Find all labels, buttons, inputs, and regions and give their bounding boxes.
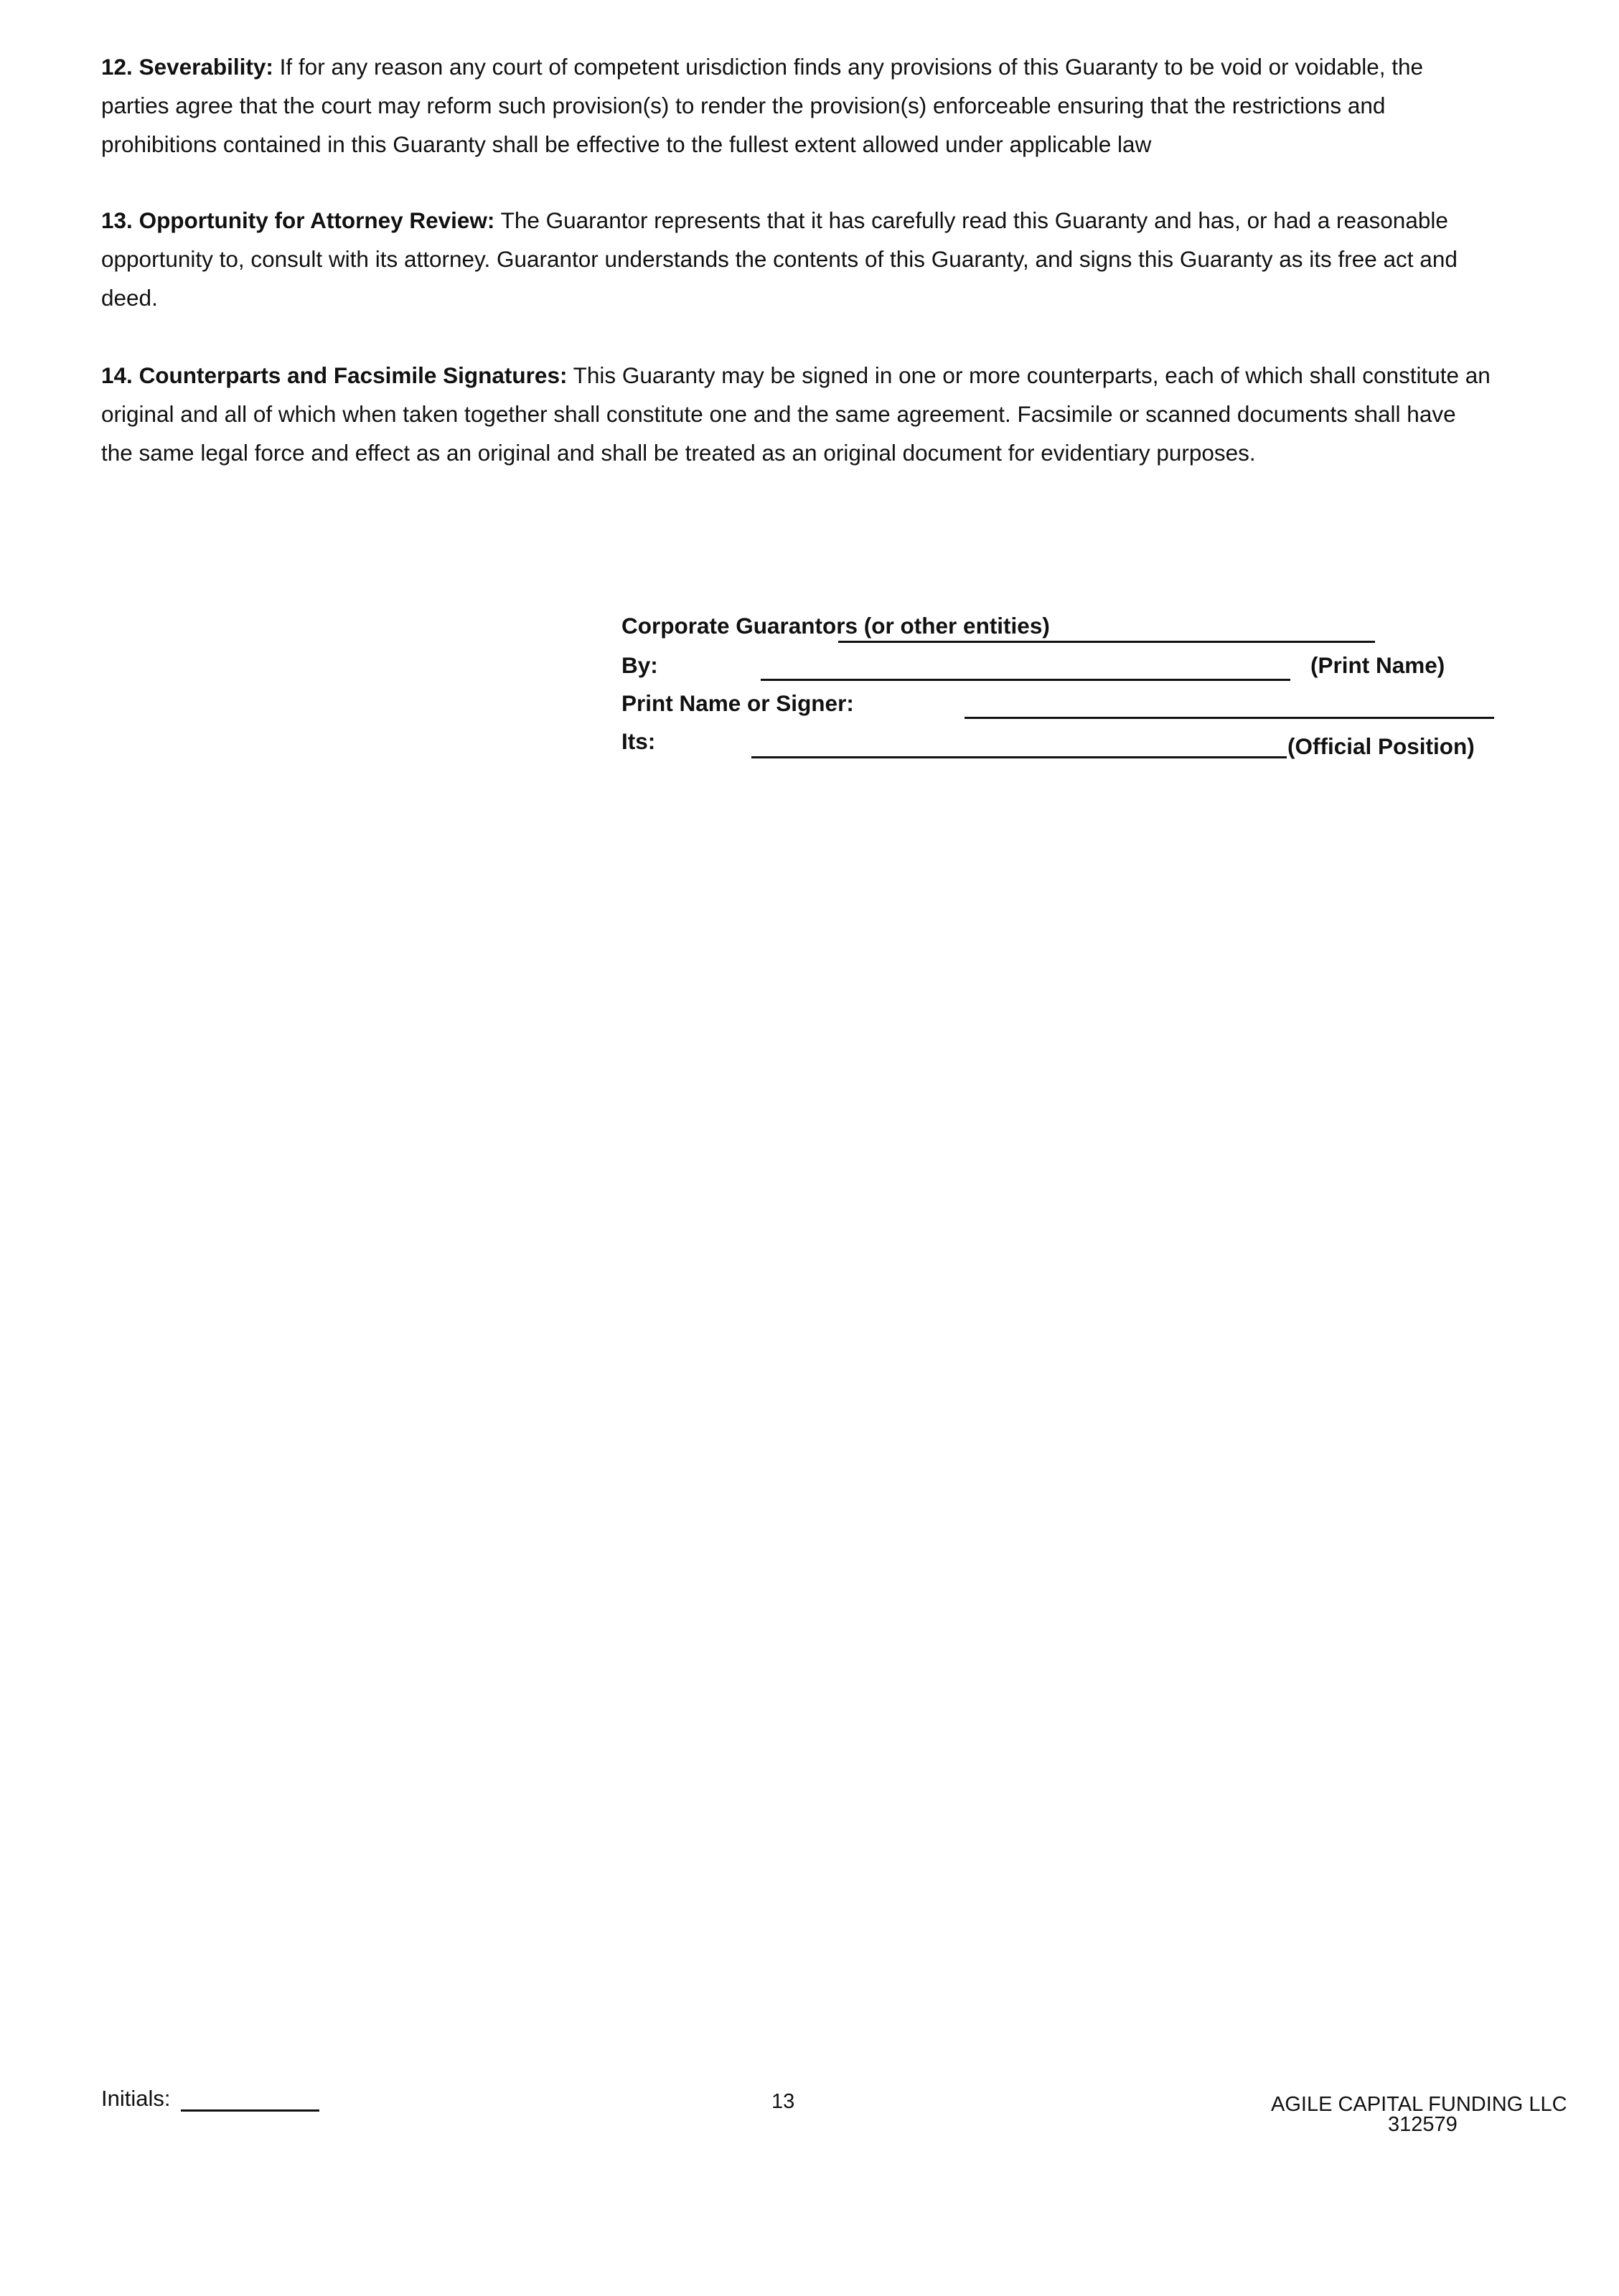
signature-block-title: Corporate Guarantors (or other entities) <box>621 613 1050 639</box>
by-label: By: <box>621 652 658 678</box>
clause-body: If for any reason any court of competent urisdiction finds any provisions of this Guaranty to be void or voidable, the parties agree that the court may reform such provision(s) to render the provision(s) enforceable ensuring that the restrictions and prohibitions contained in this Guaranty shall be effective to the fullest extent allowed under applicable law <box>101 54 1424 157</box>
initials-label: Initials: <box>101 2086 171 2111</box>
clause-number: 14. <box>101 362 133 388</box>
document-id: 312579 <box>1388 2113 1458 2136</box>
signer-label: Print Name or Signer: <box>621 690 854 716</box>
entity-name-line[interactable] <box>838 641 1375 643</box>
clause-13 <box>101 201 1493 317</box>
clause-number: 12. <box>101 54 133 80</box>
page-number: 13 <box>771 2090 795 2113</box>
clause-14 <box>101 356 1493 472</box>
by-signature-line[interactable] <box>761 679 1290 681</box>
position-line[interactable] <box>751 756 1287 758</box>
print-name-suffix: (Print Name) <box>1310 652 1445 678</box>
clause-body: This Guaranty may be signed in one or more counterparts, each of which shall constitute an original and all of which when taken together shall constitute one and the same agreement. Facsimile or scanned documents shall have the same legal force and effect as an original and shall be treated as an original document for evidentiary purposes. <box>101 362 1491 466</box>
clause-number: 13. <box>101 207 133 233</box>
clause-body: The Guarantor represents that it has carefully read this Guaranty and has, or had a reasonable opportunity to, consult with its attorney. Guarantor understands the contents of this Guaranty, and signs this Guaranty as its free act and deed. <box>101 207 1458 311</box>
initials-line[interactable] <box>181 2109 319 2112</box>
position-suffix: (Official Position) <box>1287 733 1475 759</box>
clause-heading: Severability: <box>139 54 273 80</box>
clause-heading: Opportunity for Attorney Review: <box>139 207 495 233</box>
its-label: Its: <box>621 728 656 754</box>
company-name: AGILE CAPITAL FUNDING LLC <box>1271 2093 1567 2116</box>
clause-heading: Counterparts and Facsimile Signatures: <box>139 362 568 388</box>
clause-12 <box>101 47 1493 164</box>
signer-name-line[interactable] <box>965 717 1494 719</box>
